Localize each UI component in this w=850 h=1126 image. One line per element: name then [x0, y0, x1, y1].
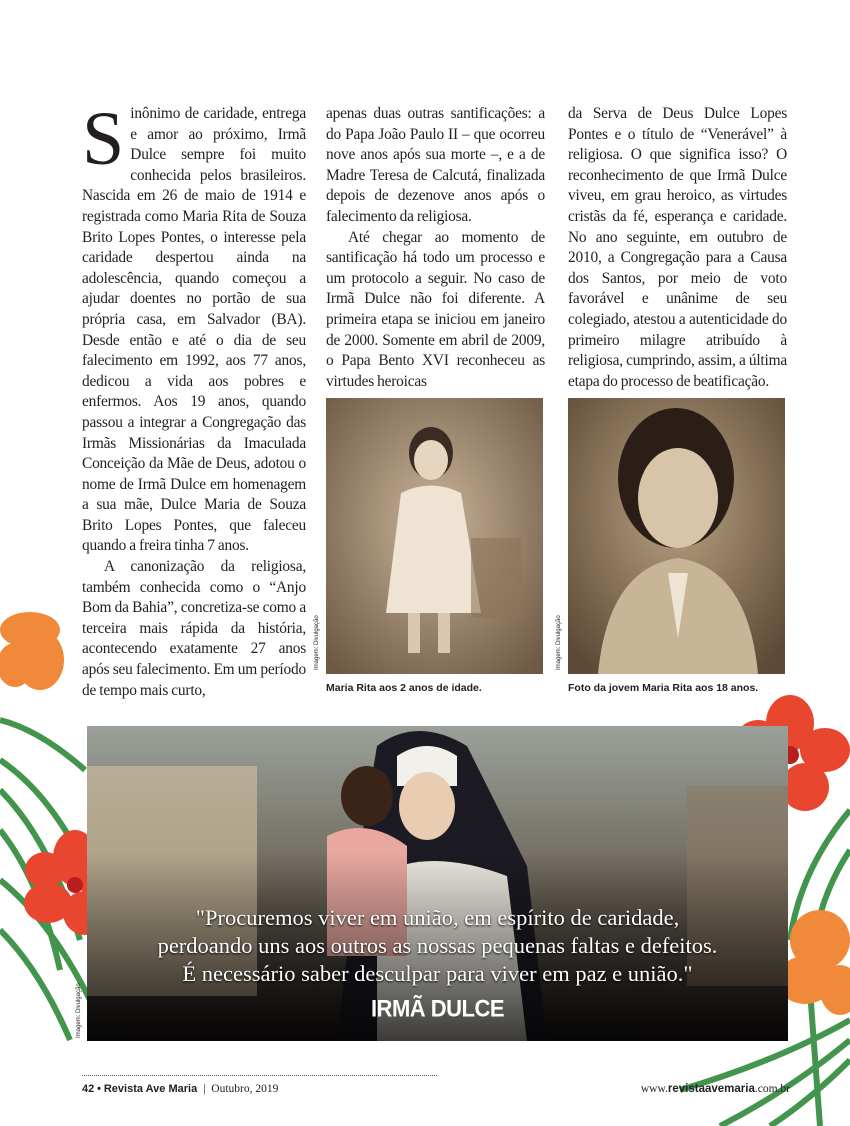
hibiscus-flower-left-decoration [0, 590, 80, 700]
quote-line: É necessário saber desculpar para viver em paz e união." [182, 961, 693, 986]
footer-divider [82, 1075, 437, 1076]
magazine-name: Revista Ave Maria [103, 1083, 198, 1095]
website-link[interactable] [641, 1083, 790, 1095]
article-column-3 [568, 104, 787, 392]
url-suffix: .com.br [754, 1083, 790, 1095]
photo-credit: Imagem: Divulgação [314, 615, 320, 670]
page-number: 42 [82, 1083, 95, 1095]
issue-date: Outubro, 2019 [211, 1083, 279, 1095]
banner-credit: Imagem: Divulgação [76, 983, 82, 1038]
photo-maria-rita-young [568, 398, 785, 674]
footer-page-info [82, 1083, 278, 1095]
quote-text [87, 904, 788, 988]
paragraph: A canonização da religiosa, também conhecida como o “Anjo Bom da Bahia”, concretiza-se como a terceira mais rápida da história, acontecendo exatamente 27 anos após seu falecimento. Em um período de tempo mais curto, [82, 558, 306, 699]
quote-line: "Procuremos viver em união, em espírito de caridade, [195, 905, 680, 930]
paragraph: Até chegar ao momento de santificação há todo um processo e um protocolo a seguir. No caso de Irmã Dulce não foi diferente. A primeira etapa se iniciou em janeiro de 2000. Somente em abril de 2009, o Papa Bento XVI reconheceu as virtudes heroicas [326, 228, 545, 390]
article-column-2 [326, 104, 545, 392]
quote-banner [87, 726, 788, 1041]
quote-author: IRMÃ DULCE [370, 994, 505, 1023]
photo-credit: Imagem: Divulgação [556, 615, 562, 670]
url-prefix: www. [640, 1083, 668, 1095]
footer-bullet: • [97, 1083, 101, 1095]
child-photo-image [326, 398, 543, 674]
paragraph: apenas duas outras santificações: a do Papa João Paulo II – que ocorreu nove anos após sua morte –, e a de Madre Teresa de Calcutá, finalizada depois de dezenove anos após o falecimento da religiosa. [326, 105, 545, 225]
paragraph: inônimo de caridade, entrega e amor ao próximo, Irmã Dulce sempre foi muito conhecida pelos brasileiros. Nascida em 26 de maio de 1914 e registrada como Maria Rita de Souza Brito Lopes Pontes, o interesse pela caridade despertou ainda na adolescência, quando começou a ajudar doentes no portão de sua própria casa, em Salvador (BA). Desde então e até o dia de seu falecimento em 1992, aos 77 anos, dedicou a vida aos pobres e enfermos. Aos 19 anos, quando passou a integrar a Congregação das Irmãs Missionárias da Imaculada Conceição da Mãe de Deus, adotou o nome de Irmã Dulce em homenagem a sua mãe, Dulce Maria de Souza Brito Lopes Pontes, que faleceu quando a freira tinha 7 anos. [82, 105, 306, 555]
quote-line: perdoando uns aos outros as nossas pequenas faltas e defeitos. [157, 933, 718, 958]
young-woman-photo-image [568, 398, 785, 674]
paragraph: da Serva de Deus Dulce Lopes Pontes e o título de “Venerável” à religiosa. O que significa isso? O reconhecimento de que Irmã Dulce viveu, em grau heroico, as virtudes cristãs da fé, esperança e caridade. No ano seguinte, em outubro de 2010, a Congregação para a Causa dos Santos, por meio de voto favorável e unânime de seu colegiado, atestou a autenticidade do primeiro milagre atribuído à religiosa, cumprindo, assim, a última etapa do processo de beatificação. [568, 105, 787, 390]
url-domain: revistaavemaria [667, 1083, 755, 1095]
photo-caption: Foto da jovem Maria Rita aos 18 anos. [568, 682, 759, 694]
footer-separator: | [203, 1083, 206, 1095]
photo-maria-rita-child [326, 398, 543, 674]
article-column-1 [82, 97, 306, 701]
photo-caption: Maria Rita aos 2 anos de idade. [326, 682, 482, 694]
drop-cap: S [82, 97, 125, 181]
